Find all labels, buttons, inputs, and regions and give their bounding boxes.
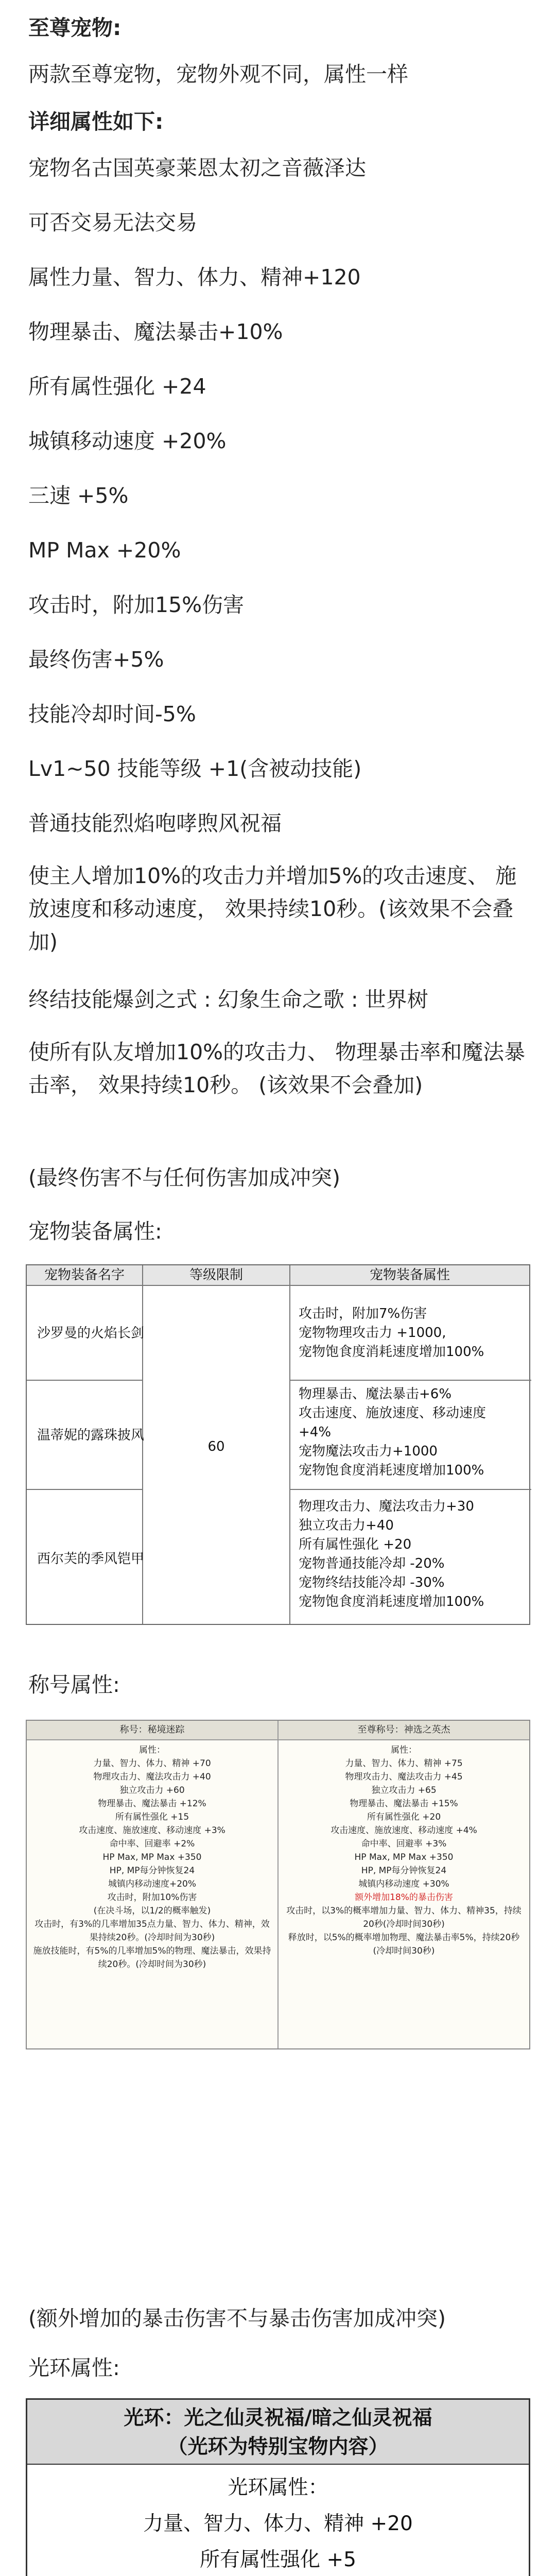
skill-desc-2: 使所有队友增加10%的攻击力、 物理暴击率和魔法暴击率， 效果持续10秒。 (该效果不会叠加): [28, 1040, 526, 1097]
table-header: 至尊称号：神选之英杰: [279, 1721, 529, 1740]
note-crit-damage: (额外增加的暴击伤害不与暴击伤害加成冲突): [28, 2306, 446, 2331]
attribute-line: 所有属性强化 +24: [28, 374, 206, 399]
table-header: 称号：秘境迷踪: [27, 1721, 277, 1740]
level-limit: 60: [207, 1439, 225, 1454]
aura-table: [26, 2398, 530, 2576]
pet-equip-table: [26, 1264, 530, 1625]
table-header: 等级限制: [143, 1265, 289, 1286]
pet-equip-attrs: 物理攻击力、魔法攻击力+30 独立攻击力+40 所有属性强化 +20 宠物普通技能冷却 -20% 宠物终结技能冷却 -30% 宠物饱食度消耗速度增加100%: [299, 1499, 484, 1609]
title-right-attrs: 属性： 力量、智力、体力、精神 +75 物理攻击力、魔法攻击力 +45 独立攻击力 +65 物理暴击、魔法暴击 +15% 所有属性强化 +20 攻击速度、施放速度、移动速度 +4% 命中率、回避率 +3% HP Max, MP Max +350 HP, MP每分钟恢复24 城镇内移动速度 +30% 额外增加18%的暴击伤害 攻击时，以3%的概率增加力量、智力、体力、精神35，持续20秒(冷却时间30秒) 释放时，以5%的概率增加物理、魔法暴击率5%，持续20秒(冷却时间30秒): [284, 1743, 524, 1958]
note-final-damage: (最终伤害不与任何伤害加成冲突): [28, 1165, 340, 1190]
aura-attrs: 光环属性： 力量、智力、体力、精神 +20 所有属性强化 +5: [27, 2465, 529, 2576]
attribute-line: MP Max +20%: [28, 538, 181, 563]
attribute-line: 普通技能烈焰咆哮煦风祝福: [28, 811, 282, 836]
aura-title: 光环：光之仙灵祝福/暗之仙灵祝福 （光环为特别宝物内容）: [27, 2400, 529, 2465]
final-skill: 终结技能爆剑之式 : 幻象生命之歌 : 世界树: [28, 987, 428, 1012]
detail-heading: 详细属性如下:: [28, 109, 164, 134]
title-heading: 称号属性:: [28, 1672, 120, 1697]
pet-equip-attrs: 物理暴击、魔法暴击+6% 攻击速度、施放速度、移动速度 +4% 宠物魔法攻击力+1000 宠物饱食度消耗速度增加100%: [299, 1386, 486, 1478]
table-header: 宠物装备名字: [27, 1265, 142, 1286]
attribute-line: Lv1~50 技能等级 +1(含被动技能): [28, 756, 362, 781]
attribute-line: 最终伤害+5%: [28, 647, 164, 672]
table-header: 宠物装备属性: [290, 1265, 529, 1286]
attribute-line: 城镇移动速度 +20%: [28, 429, 227, 453]
attribute-line: 三速 +5%: [28, 483, 129, 508]
pet-equip-attrs: 攻击时，附加7%伤害 宠物物理攻击力 +1000, 宠物饱食度消耗速度增加100%: [299, 1306, 484, 1360]
aura-heading: 光环属性:: [28, 2355, 120, 2380]
pet-equip-name: 西尔芙的季风铠甲: [37, 1551, 145, 1567]
title-left-attrs: 属性： 力量、智力、体力、精神 +70 物理攻击力、魔法攻击力 +40 独立攻击力 +60 物理暴击、魔法暴击 +12% 所有属性强化 +15 攻击速度、施放速度、移动速度 +3% 命中率、回避率 +2% HP Max, MP Max +350 HP, MP每分钟恢复24 城镇内移动速度+20% 攻击时，附加10%伤害 (在决斗场，以1/2的概率触发) 攻击时，有3%的几率增加35点力量、智力、体力、精神，效果持续20秒。(冷却时间为30秒) 施放技能时，有5%的几率增加5%的物理、魔法暴击，效果持续20秒。(冷却时间为30秒): [33, 1745, 271, 1970]
attribute-line: 可否交易无法交易: [28, 210, 197, 235]
title-table: [26, 1720, 530, 2049]
intro-heading: 至尊宠物:: [28, 15, 121, 40]
pet-equip-heading: 宠物装备属性:: [28, 1219, 162, 1244]
pet-equip-name: 温蒂妮的露珠披风: [37, 1428, 145, 1443]
attribute-line: 宠物名古国英豪莱恩太初之音薇泽达: [28, 156, 366, 180]
skill-desc-1: 使主人增加10%的攻击力并增加5%的攻击速度、 施放速度和移动速度， 效果持续10秒。(该效果不会叠加): [28, 863, 517, 954]
pet-equip-name: 沙罗曼的火焰长剑: [37, 1326, 145, 1341]
attribute-line: 技能冷却时间-5%: [28, 702, 196, 726]
highlight-text: 额外增加18%的暴击伤害: [355, 1892, 453, 1903]
attribute-line: 攻击时，附加15%伤害: [28, 592, 245, 617]
attribute-line: 物理暴击、魔法暴击+10%: [28, 319, 283, 344]
intro-desc: 两款至尊宠物，宠物外观不同，属性一样: [28, 62, 408, 87]
attribute-line: 属性力量、智力、体力、精神+120: [28, 265, 361, 290]
